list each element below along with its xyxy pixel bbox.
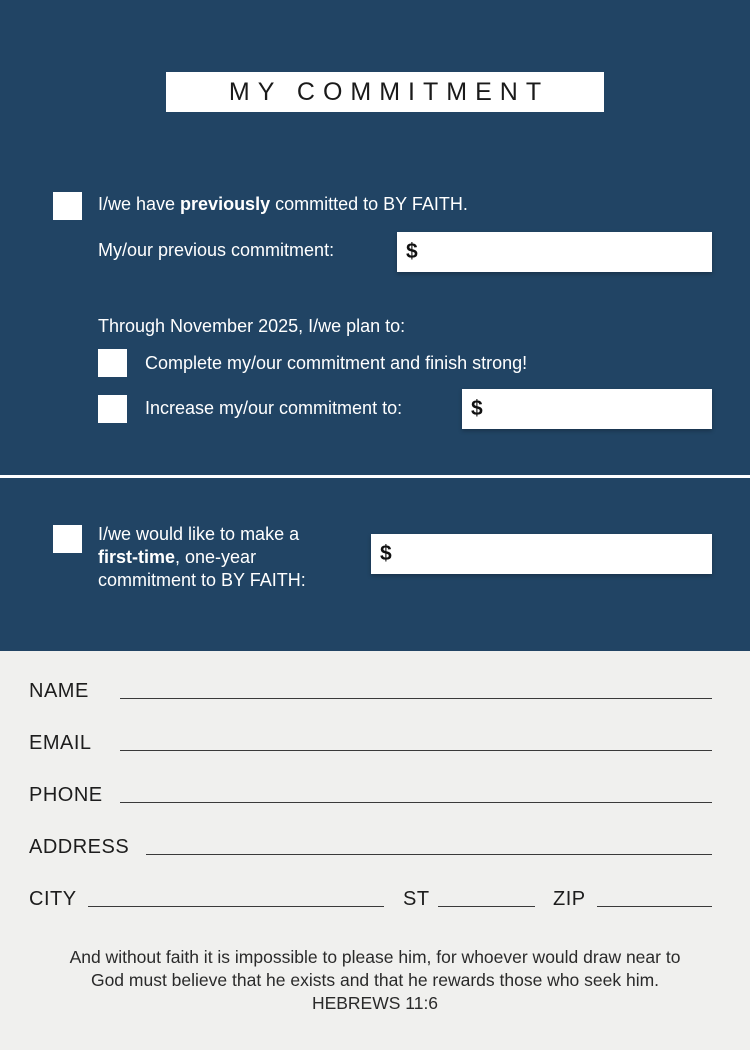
previous-commitment-checkbox[interactable] bbox=[53, 192, 82, 220]
state-label: ST bbox=[403, 888, 430, 910]
first-time-amount-input[interactable] bbox=[400, 534, 712, 574]
previous-commitment-label bbox=[98, 194, 468, 215]
increase-commitment-label: Increase my/our commitment to: bbox=[145, 398, 403, 418]
name-input[interactable] bbox=[120, 672, 712, 698]
increase-amount-input[interactable] bbox=[483, 389, 715, 429]
name-label: NAME bbox=[29, 680, 89, 702]
first-time-line1: I/we would like to make a bbox=[98, 524, 300, 544]
zip-line[interactable] bbox=[597, 906, 712, 907]
first-time-line2-suffix: , one-year bbox=[175, 547, 257, 567]
increase-commitment-checkbox[interactable] bbox=[98, 395, 127, 423]
dollar-sign: $ bbox=[471, 397, 483, 420]
first-time-bold: first-time bbox=[98, 547, 176, 567]
increase-amount-field[interactable] bbox=[462, 389, 712, 429]
previous-amount-input[interactable] bbox=[426, 232, 712, 272]
address-label: ADDRESS bbox=[29, 836, 130, 858]
state-line[interactable] bbox=[438, 906, 535, 907]
city-label: CITY bbox=[29, 888, 77, 910]
email-label: EMAIL bbox=[29, 732, 92, 754]
previous-amount-field[interactable] bbox=[397, 232, 712, 272]
previous-suffix: committed to BY FAITH. bbox=[270, 194, 468, 214]
scripture-verse: And without faith it is impossible to please him, for whoever would draw near to God must believe that he exists and that he rewards those who seek him. HEBREWS 11:6 bbox=[69, 947, 681, 1013]
previous-amount-label: My/our previous commitment: bbox=[98, 240, 335, 260]
first-time-label bbox=[98, 523, 306, 592]
page-title: MY COMMITMENT bbox=[166, 72, 604, 112]
first-time-amount-field[interactable] bbox=[371, 534, 712, 574]
complete-commitment-checkbox[interactable] bbox=[98, 349, 127, 377]
zip-input[interactable] bbox=[597, 880, 712, 906]
phone-line[interactable] bbox=[120, 802, 712, 803]
address-input[interactable] bbox=[146, 828, 712, 854]
phone-input[interactable] bbox=[120, 776, 712, 802]
first-time-checkbox[interactable] bbox=[53, 525, 82, 553]
plan-heading: Through November 2025, I/we plan to: bbox=[98, 316, 406, 336]
zip-label: ZIP bbox=[553, 888, 586, 910]
previous-bold: previously bbox=[180, 194, 271, 214]
email-input[interactable] bbox=[120, 724, 712, 750]
name-line[interactable] bbox=[120, 698, 712, 699]
city-input[interactable] bbox=[88, 880, 384, 906]
complete-commitment-label: Complete my/our commitment and finish strong! bbox=[145, 353, 528, 373]
state-input[interactable] bbox=[438, 880, 535, 906]
address-line[interactable] bbox=[146, 854, 712, 855]
email-line[interactable] bbox=[120, 750, 712, 751]
dollar-sign: $ bbox=[406, 240, 418, 263]
first-time-line2 bbox=[98, 546, 306, 569]
phone-label: PHONE bbox=[29, 784, 103, 806]
city-line[interactable] bbox=[88, 906, 384, 907]
previous-prefix: I/we have bbox=[98, 194, 181, 214]
dollar-sign: $ bbox=[380, 542, 392, 565]
first-time-line3: commitment to BY FAITH: bbox=[98, 570, 306, 590]
